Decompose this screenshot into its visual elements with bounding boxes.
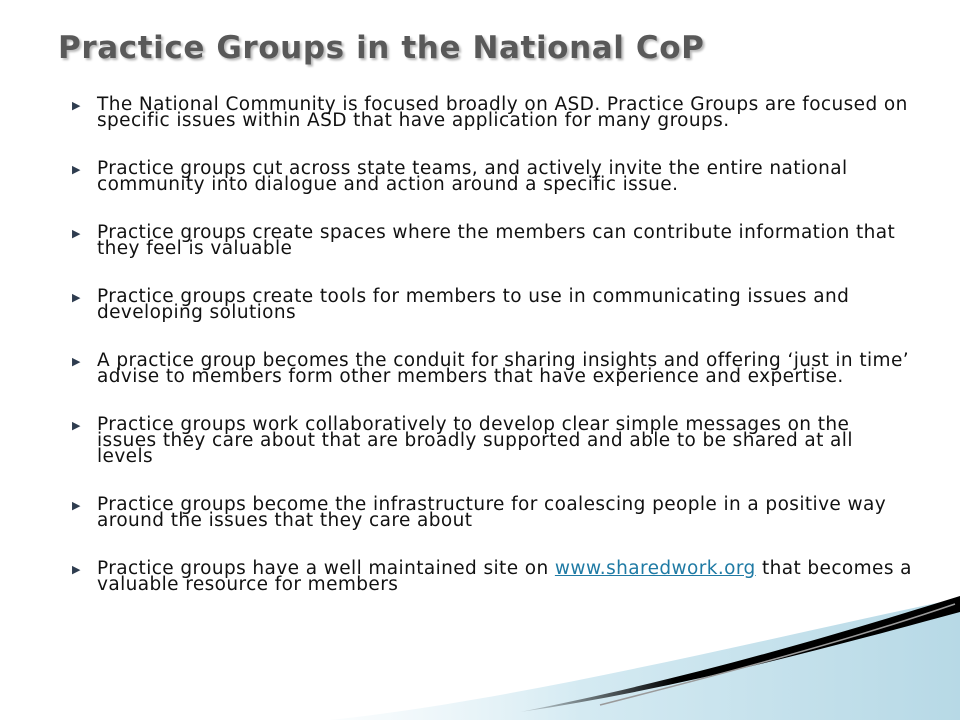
bullet-text: Practice groups create spaces where the members can contribute information that they feel is valuable <box>97 222 896 259</box>
bullet-text: Practice groups create tools for members to use in communicating issues and developing solutions <box>97 286 850 323</box>
bullet-text: The National Community is focused broadly on ASD. Practice Groups are focused on specific issues within ASD that have application for many groups. <box>97 94 908 131</box>
triangle-bullet-icon: ▶ <box>72 99 81 112</box>
sharedwork-link[interactable]: www.sharedwork.org <box>554 558 756 579</box>
triangle-bullet-icon: ▶ <box>72 227 81 240</box>
bullet-text: Practice groups work collaboratively to develop clear simple messages on the issues they care about that are broadly supported and able to be shared at all levels <box>97 414 853 467</box>
swoosh-light-band <box>330 598 960 720</box>
bullet-text: Practice groups become the infrastructure for coalescing people in a positive way around the issues that they care about <box>97 494 887 531</box>
triangle-bullet-icon: ▶ <box>72 499 81 512</box>
triangle-bullet-icon: ▶ <box>72 291 81 304</box>
bullet-text: A practice group becomes the conduit for sharing insights and offering ‘just in time’ advise to members form other members that have experience and expertise. <box>97 350 910 387</box>
bullet-text-after-link: that becomes a valuable resource for members <box>97 558 912 595</box>
triangle-bullet-icon: ▶ <box>72 563 81 576</box>
triangle-bullet-icon: ▶ <box>72 355 81 368</box>
bullet-text: Practice groups cut across state teams, and actively invite the entire national community into dialogue and action around a specific issue. <box>97 158 848 195</box>
triangle-bullet-icon: ▶ <box>72 419 81 432</box>
slide-title: Practice Groups in the National CoP <box>58 30 705 66</box>
bullet-text-before-link: Practice groups have a well maintained site on <box>97 558 555 579</box>
triangle-bullet-icon: ▶ <box>72 163 81 176</box>
